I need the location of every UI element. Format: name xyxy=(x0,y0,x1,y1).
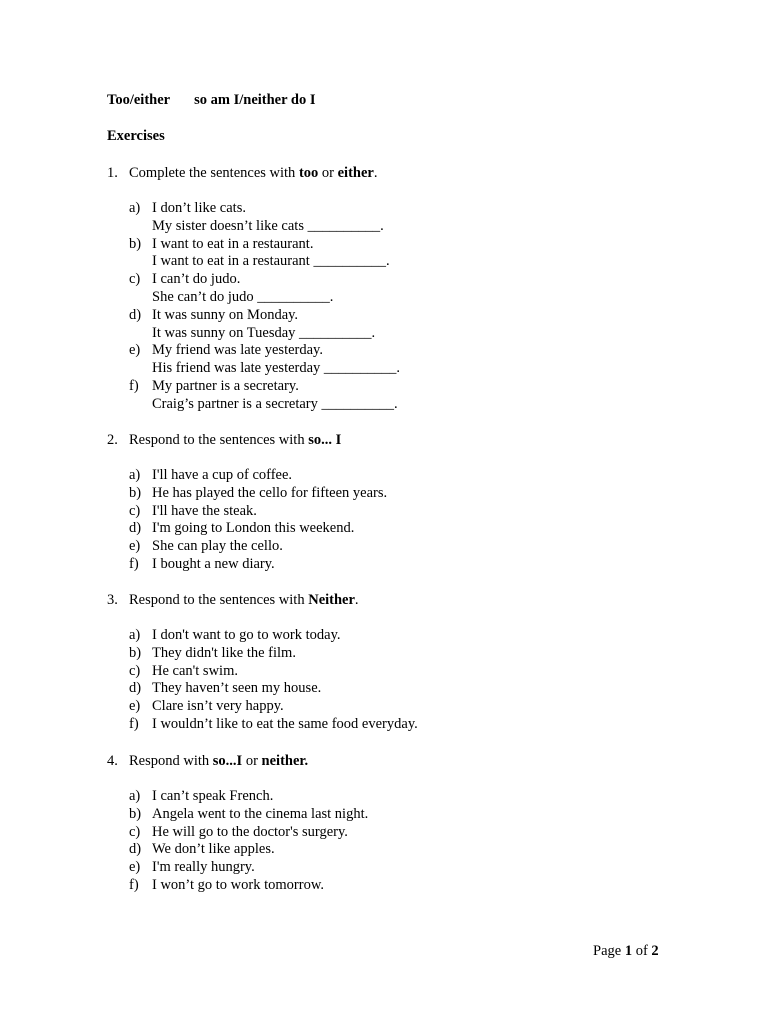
item-letter: a) xyxy=(129,200,141,216)
item-letter: d) xyxy=(129,306,142,323)
item-sentence: I won’t go to work tomorrow. xyxy=(152,876,324,893)
exercise-item xyxy=(129,698,707,716)
item-letter: a) xyxy=(129,788,141,804)
instruction-keyword: neither. xyxy=(261,753,309,769)
exercises-heading: Exercises xyxy=(107,128,165,144)
title-part-2: so am I/neither do I xyxy=(194,92,316,108)
exercise-instruction xyxy=(107,752,707,770)
item-letter: f) xyxy=(129,555,139,572)
item-letter: b) xyxy=(129,805,142,822)
item-letter: f) xyxy=(129,715,139,732)
exercise-item xyxy=(129,645,707,663)
exercise-instruction xyxy=(107,591,707,609)
item-letter: f) xyxy=(129,876,139,893)
exercise-3 xyxy=(107,591,707,734)
item-letter: b) xyxy=(129,644,142,661)
item-sentence: My sister doesn’t like cats __________. xyxy=(152,217,384,234)
item-prompt: It was sunny on Monday. xyxy=(152,306,299,323)
exercise-item xyxy=(129,841,707,859)
item-sentence: I can’t speak French. xyxy=(152,788,274,804)
item-sentence: He has played the cello for fifteen years. xyxy=(152,484,388,501)
item-sentence: He will go to the doctor's surgery. xyxy=(152,823,348,840)
item-sentence: I bought a new diary. xyxy=(152,555,275,572)
exercise-item xyxy=(129,503,707,521)
exercise-instruction xyxy=(107,431,707,449)
instruction-keyword: Neither xyxy=(308,592,355,608)
item-letter: a) xyxy=(129,627,141,643)
item-letter: c) xyxy=(129,502,141,519)
item-prompt: My partner is a secretary. xyxy=(152,377,299,394)
exercise-item xyxy=(129,556,707,574)
item-letter: b) xyxy=(129,235,142,252)
item-sentence: I want to eat in a restaurant __________. xyxy=(152,253,390,270)
item-letter: c) xyxy=(129,271,141,288)
item-sentence: It was sunny on Tuesday __________. xyxy=(152,324,376,341)
item-letter: e) xyxy=(129,859,141,876)
instruction-keyword: so...I xyxy=(212,753,243,769)
page-number-footer xyxy=(593,943,659,960)
page-title xyxy=(107,92,316,109)
instruction-keyword: too xyxy=(298,165,319,181)
instruction-text: . xyxy=(354,592,359,608)
item-letter: d) xyxy=(129,841,142,858)
item-sentence: I'm really hungry. xyxy=(152,859,255,876)
item-sentence: I'll have the steak. xyxy=(152,502,257,519)
exercise-items xyxy=(107,788,707,895)
exercise-number: 4. xyxy=(107,753,118,769)
item-prompt: I don’t like cats. xyxy=(152,200,246,216)
exercise-item xyxy=(129,236,707,272)
instruction-keyword: either xyxy=(337,165,374,181)
exercise-item xyxy=(129,627,707,645)
item-sentence: We don’t like apples. xyxy=(152,841,275,858)
exercise-4 xyxy=(107,752,707,895)
page-label: Page xyxy=(593,943,625,959)
item-prompt: I can’t do judo. xyxy=(152,271,241,288)
exercise-item xyxy=(129,788,707,806)
instruction-text: Respond to the sentences with xyxy=(129,432,309,448)
page-of-label: of xyxy=(632,943,652,959)
item-letter: f) xyxy=(129,377,139,394)
item-letter: e) xyxy=(129,698,141,715)
exercise-items xyxy=(107,200,707,414)
exercise-item xyxy=(129,342,707,378)
item-sentence: He can't swim. xyxy=(152,662,238,679)
title-part-1: Too/either xyxy=(107,92,171,108)
exercise-item xyxy=(129,824,707,842)
item-prompt: My friend was late yesterday. xyxy=(152,342,323,359)
instruction-text: Respond with xyxy=(129,753,213,769)
item-sentence: They didn't like the film. xyxy=(152,644,296,661)
exercise-item xyxy=(129,680,707,698)
item-letter: b) xyxy=(129,484,142,501)
exercise-item xyxy=(129,859,707,877)
exercise-number: 2. xyxy=(107,432,118,448)
exercise-instruction xyxy=(107,164,707,182)
exercise-items xyxy=(107,627,707,734)
item-sentence: I'm going to London this weekend. xyxy=(152,520,355,537)
item-letter: a) xyxy=(129,467,141,483)
item-letter: d) xyxy=(129,520,142,537)
item-sentence: I'll have a cup of coffee. xyxy=(152,467,293,483)
exercise-item xyxy=(129,716,707,734)
item-sentence: Craig’s partner is a secretary __________. xyxy=(152,395,398,412)
exercise-item xyxy=(129,806,707,824)
item-sentence: She can play the cello. xyxy=(152,538,283,555)
item-letter: c) xyxy=(129,823,141,840)
exercise-item xyxy=(129,307,707,343)
instruction-text: . xyxy=(373,165,378,181)
exercise-item xyxy=(129,538,707,556)
page-total: 2 xyxy=(651,943,659,959)
exercise-number: 3. xyxy=(107,592,118,608)
instruction-keyword: so... I xyxy=(308,432,342,448)
page-current: 1 xyxy=(624,943,633,959)
item-sentence: Angela went to the cinema last night. xyxy=(152,805,369,822)
item-sentence: I wouldn’t like to eat the same food everyday. xyxy=(152,715,418,732)
instruction-text: or xyxy=(318,165,338,181)
exercise-items xyxy=(107,467,707,574)
exercise-item xyxy=(129,663,707,681)
item-prompt: I want to eat in a restaurant. xyxy=(152,235,314,252)
instruction-text: Respond to the sentences with xyxy=(129,592,309,608)
exercise-item xyxy=(129,877,707,895)
exercise-item xyxy=(129,271,707,307)
exercise-item xyxy=(129,520,707,538)
item-sentence: They haven’t seen my house. xyxy=(152,680,322,697)
exercise-1 xyxy=(107,164,707,414)
exercise-item xyxy=(129,378,707,414)
exercise-2 xyxy=(107,431,707,574)
exercise-number: 1. xyxy=(107,165,118,181)
item-letter: e) xyxy=(129,342,141,359)
item-sentence: His friend was late yesterday __________. xyxy=(152,360,401,377)
exercise-item xyxy=(129,485,707,503)
instruction-text: or xyxy=(242,753,262,769)
instruction-text: Complete the sentences with xyxy=(129,165,299,181)
item-sentence: I don't want to go to work today. xyxy=(152,627,341,643)
item-sentence: Clare isn’t very happy. xyxy=(152,698,284,715)
exercise-item xyxy=(129,467,707,485)
item-letter: e) xyxy=(129,538,141,555)
item-letter: c) xyxy=(129,662,141,679)
exercise-item xyxy=(129,200,707,236)
item-letter: d) xyxy=(129,680,142,697)
item-sentence: She can’t do judo __________. xyxy=(152,288,334,305)
